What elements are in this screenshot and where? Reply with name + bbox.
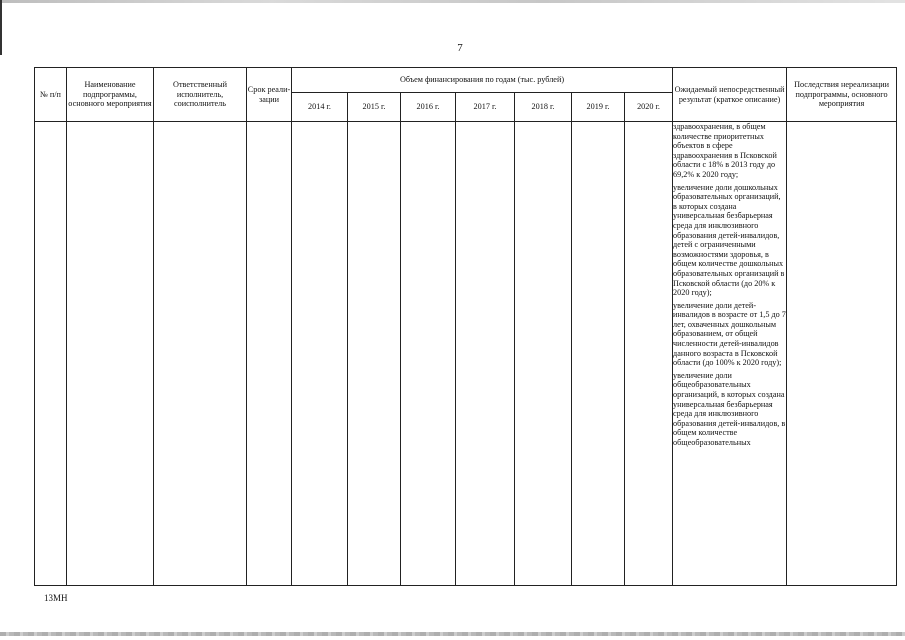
header-year: 2014 г. <box>292 93 348 122</box>
header-year: 2017 г. <box>456 93 515 122</box>
cell-term <box>247 122 292 586</box>
page-number: 7 <box>457 42 463 54</box>
scan-edge-left <box>0 0 2 55</box>
result-paragraph: увеличение доли общеобразовательных организаций, в которых создана универсальная безбарьерная среда для инклюзивного образования детей-инвалидов, в общем количестве общеобразовательных <box>673 370 786 447</box>
header-term: Срок реали- зации <box>247 68 292 122</box>
cell-year-2017 <box>456 122 515 586</box>
cell-num <box>35 122 67 586</box>
header-name: Наименование подпрограммы, основного мероприятия <box>67 68 154 122</box>
header-consequences: Последствия нереализации подпрограммы, основного мероприятия <box>787 68 897 122</box>
header-financing: Объем финансирования по годам (тыс. рублей) <box>292 68 673 93</box>
header-executor: Ответственный исполнитель, соисполнитель <box>154 68 247 122</box>
footer-code: 13МН <box>44 593 68 603</box>
result-paragraph: увеличение доли детей-инвалидов в возрасте от 1,5 до 7 лет, охваченных дошкольным образованием, от общей численности детей-инвалидов данного возраста в Псковской области (до 100% к 2020 году); <box>673 300 786 368</box>
header-year: 2015 г. <box>348 93 401 122</box>
cell-name <box>67 122 154 586</box>
scan-edge-bottom <box>0 632 905 636</box>
financing-plan-table <box>34 67 897 586</box>
header-year: 2018 г. <box>515 93 572 122</box>
cell-consequences <box>787 122 897 586</box>
header-year: 2019 г. <box>572 93 625 122</box>
header-year: 2020 г. <box>625 93 673 122</box>
cell-year-2018 <box>515 122 572 586</box>
cell-year-2014 <box>292 122 348 586</box>
cell-year-2020 <box>625 122 673 586</box>
cell-year-2015 <box>348 122 401 586</box>
cell-year-2019 <box>572 122 625 586</box>
scan-edge-top <box>0 0 905 3</box>
header-expected-result: Ожидаемый непосредственный результат (краткое описание) <box>673 68 787 122</box>
cell-executor <box>154 122 247 586</box>
table-row <box>35 122 897 586</box>
header-num: № п/п <box>35 68 67 122</box>
cell-expected-result <box>673 122 787 586</box>
header-year: 2016 г. <box>401 93 456 122</box>
cell-year-2016 <box>401 122 456 586</box>
result-paragraph: здравоохранения, в общем количестве приоритетных объектов в сфере здравоохранения в Псковской области с 18% в 2013 году до 69,2% к 2020 году; <box>673 122 777 179</box>
result-paragraph: увеличение доли дошкольных образовательных организаций, в которых создана универсальная безбарьерная среда для инклюзивного образования детей-инвалидов, детей с ограниченными возможностями здоровья, в общем количестве дошкольных образовательных организаций в Псковской области (до 20% к 2020 году); <box>673 182 785 298</box>
